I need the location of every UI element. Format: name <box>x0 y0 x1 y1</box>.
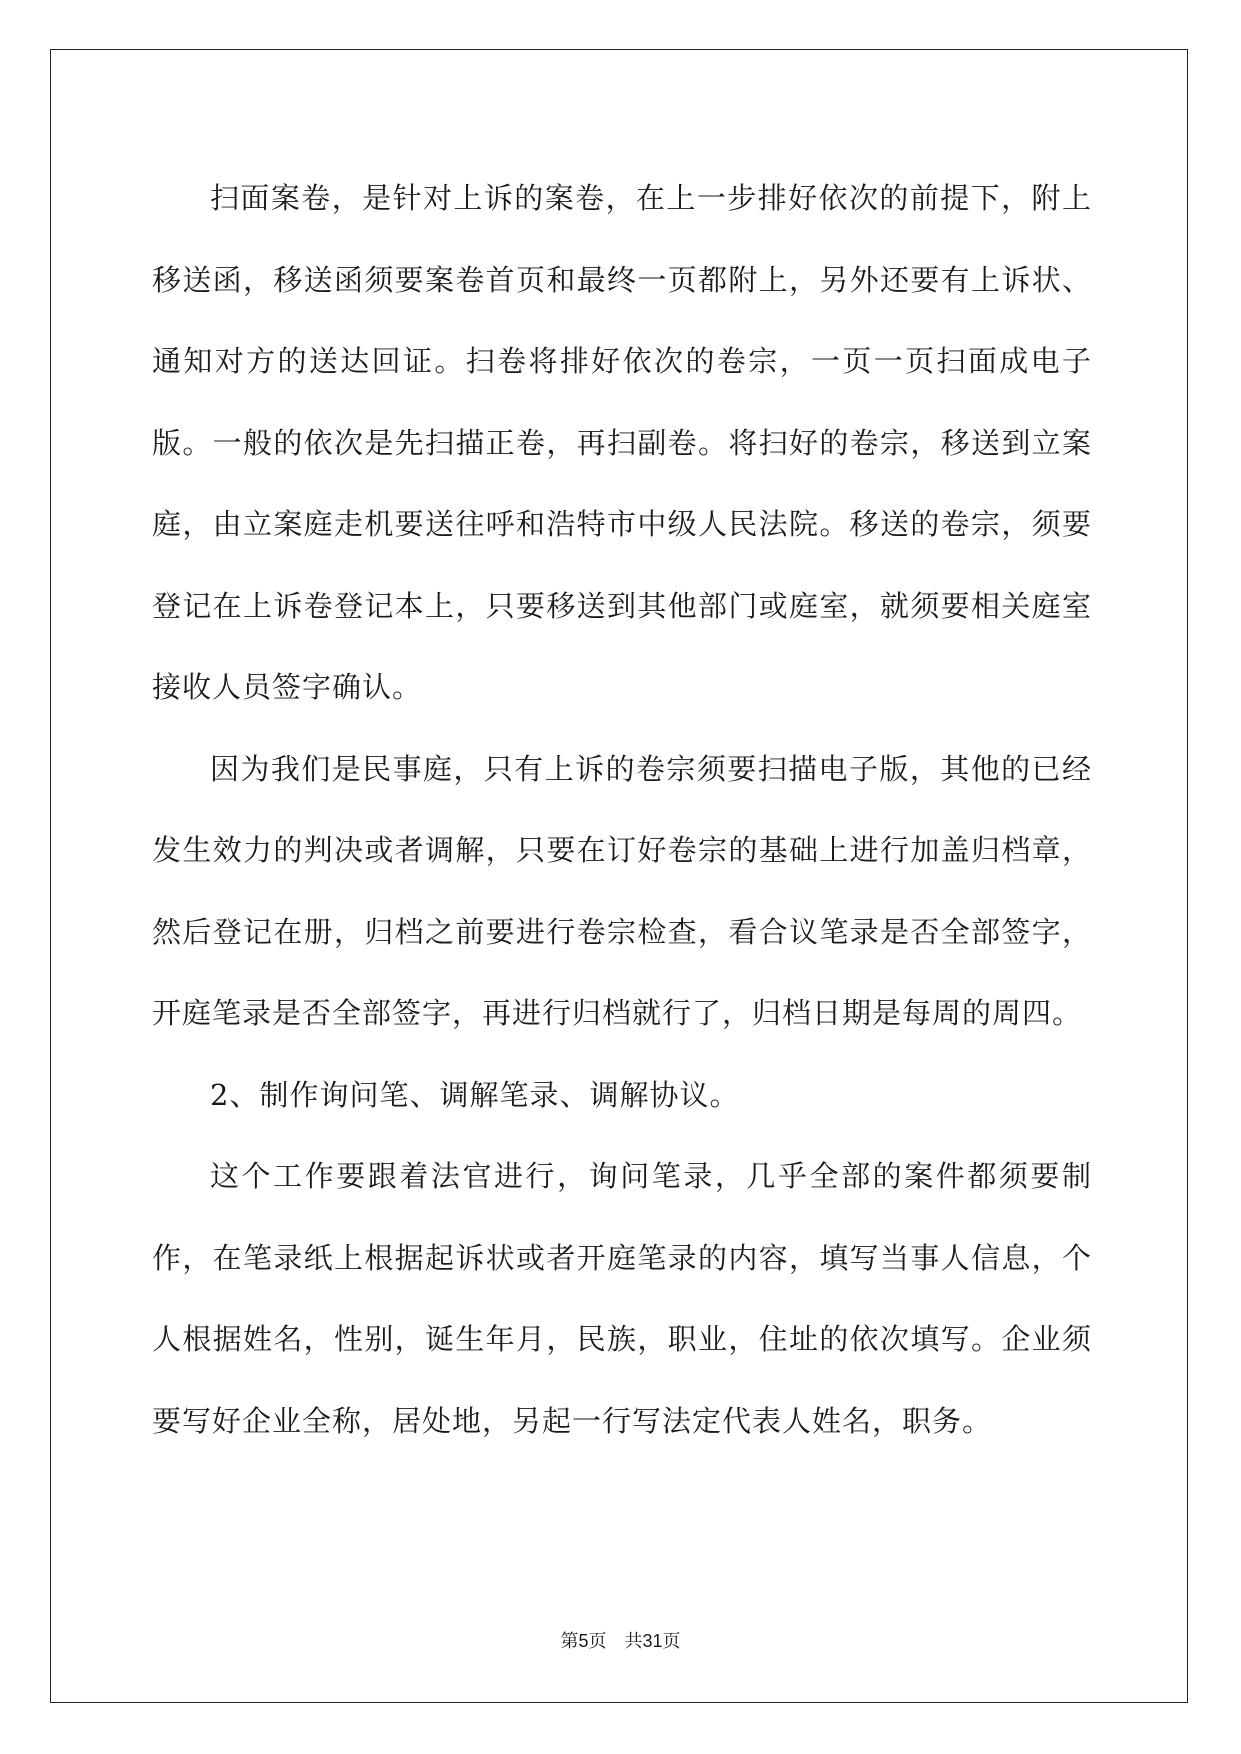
page-prefix: 第 <box>560 1631 579 1652</box>
total-suffix: 页 <box>662 1631 681 1652</box>
paragraph-2: 因为我们是民事庭，只有上诉的卷宗须要扫描电子版，其他的已经发生效力的判决或者调解，只要在订好卷宗的基础上进行加盖归档章，然后登记在册，归档之前要进行卷宗检查，看合议笔录是否全部签字，开庭笔录是否全部签字，再进行归档就行了，归档日期是每周的周四。 <box>152 751 1092 1030</box>
total-prefix: 共 <box>624 1631 643 1652</box>
page-suffix: 页 <box>588 1631 607 1652</box>
total-pages: 31 <box>642 1631 663 1651</box>
paragraph-4: 这个工作要跟着法官进行，询问笔录，几乎全部的案件都须要制作，在笔录纸上根据起诉状或者开庭笔录的内容，填写当事人信息，个人根据姓名，性别，诞生年月，民族，职业，住址的依次填写。企业须要写好企业全称，居处地，另起一行写法定代表人姓名，职务。 <box>152 1159 1092 1438</box>
document-body <box>152 158 1092 1462</box>
page-number: 5 <box>578 1631 589 1651</box>
paragraph-1: 扫面案卷，是针对上诉的案卷，在上一步排好依次的前提下，附上移送函，移送函须要案卷首页和最终一页都附上，另外还要有上诉状、通知对方的送达回证。扫卷将排好依次的卷宗，一页一页扫面成电子版。一般的依次是先扫描正卷，再扫副卷。将扫好的卷宗，移送到立案庭，由立案庭走机要送往呼和浩特市中级人民法院。移送的卷宗，须要登记在上诉卷登记本上，只要移送到其他部门或庭室，就须要相关庭室接收人员签字确认。 <box>152 181 1092 704</box>
paragraph-3: 2、制作询问笔、调解笔录、调解协议。 <box>210 1077 740 1112</box>
page-footer <box>0 1627 1241 1653</box>
